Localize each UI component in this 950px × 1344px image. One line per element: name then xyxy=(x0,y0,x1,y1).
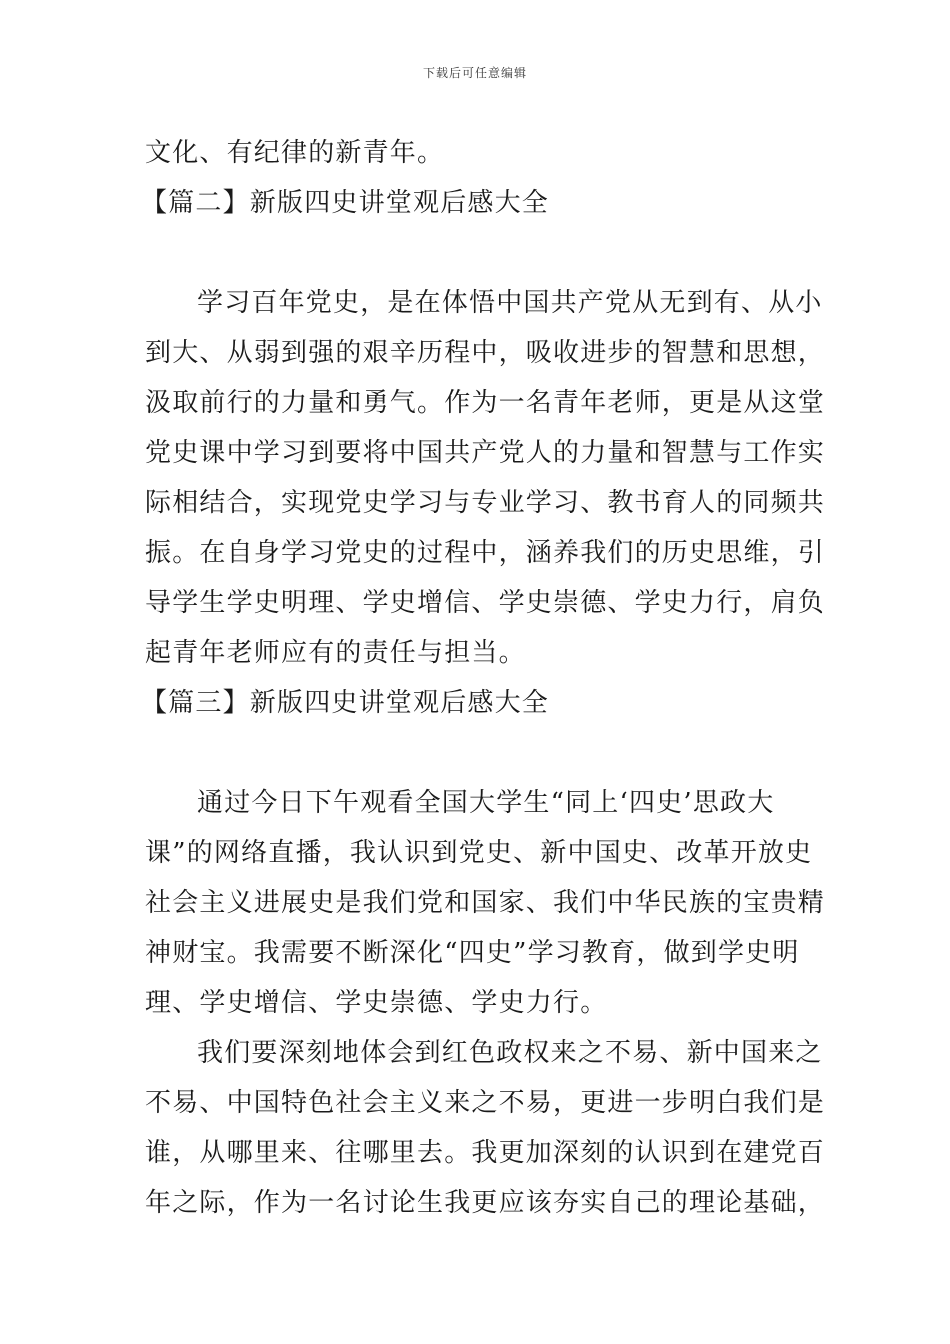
text-line: 谁，从哪里来、往哪里去。我更加深刻的认识到在建党百 xyxy=(145,1138,826,1168)
paragraph-gap xyxy=(145,228,805,278)
text-line: 不易、中国特色社会主义来之不易，更进一步明白我们是 xyxy=(145,1088,826,1118)
text-line: 课”的网络直播，我认识到党史、新中国史、改革开放史 xyxy=(145,838,813,868)
document-body xyxy=(141,128,826,1228)
text-line: 振。在自身学习党史的过程中，涵养我们的历史思维，引 xyxy=(145,538,826,568)
text-line: 际相结合，实现党史学习与专业学习、教书育人的同频共 xyxy=(145,488,826,518)
text-line: 到大、从弱到强的艰辛历程中，吸收进步的智慧和思想， xyxy=(145,338,826,368)
text-line: 通过今日下午观看全国大学生“同上‘四史’思政大 xyxy=(197,788,775,818)
text-line: 汲取前行的力量和勇气。作为一名青年老师，更是从这堂 xyxy=(145,388,826,418)
section-heading: 【篇二】新版四史讲堂观后感大全 xyxy=(141,188,550,218)
text-line: 我们要深刻地体会到红色政权来之不易、新中国来之 xyxy=(197,1038,823,1068)
text-line: 文化、有纪律的新青年。 xyxy=(145,138,445,168)
paragraph-gap xyxy=(145,728,805,778)
text-line: 神财宝。我需要不断深化“四史”学习教育，做到学史明 xyxy=(145,938,800,968)
text-line: 学习百年党史，是在体悟中国共产党从无到有、从小 xyxy=(197,288,823,318)
text-line: 导学生学史明理、学史增信、学史崇德、学史力行，肩负 xyxy=(145,588,826,618)
text-line: 党史课中学习到要将中国共产党人的力量和智慧与工作实 xyxy=(145,438,826,468)
text-line: 社会主义进展史是我们党和国家、我们中华民族的宝贵精 xyxy=(145,888,826,918)
text-line: 年之际，作为一名讨论生我更应该夯实自己的理论基础， xyxy=(145,1188,826,1218)
page-header-note: 下载后可任意编辑 xyxy=(422,66,527,80)
text-line: 起青年老师应有的责任与担当。 xyxy=(145,638,526,668)
section-heading: 【篇三】新版四史讲堂观后感大全 xyxy=(141,688,550,718)
text-line: 理、学史增信、学史崇德、学史力行。 xyxy=(145,988,608,1018)
